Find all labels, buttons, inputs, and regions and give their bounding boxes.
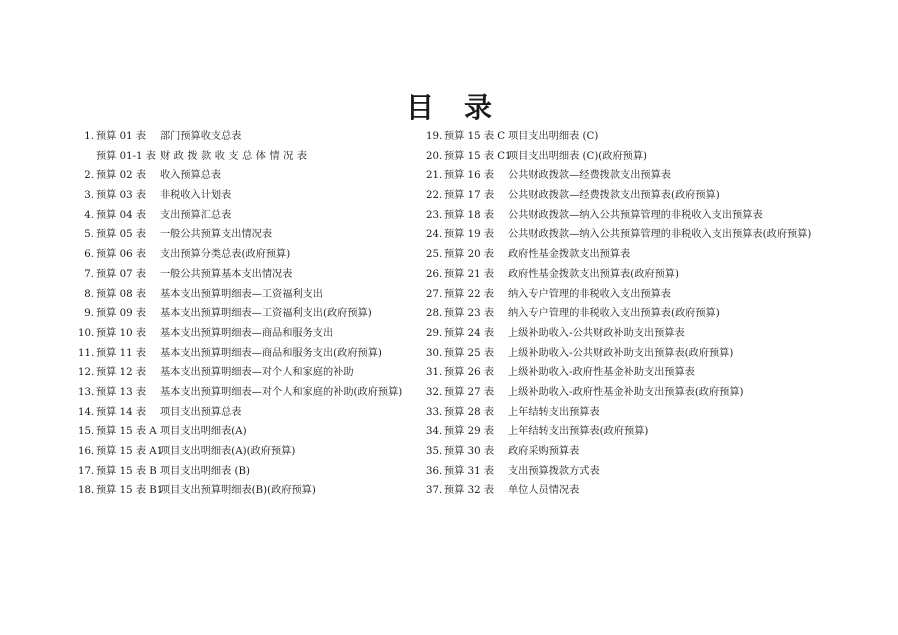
toc-entry — [78, 147, 402, 167]
toc-right-column — [426, 127, 811, 501]
toc-entry — [78, 481, 402, 501]
toc-entry — [426, 147, 811, 167]
toc-entry-number: 25. — [426, 249, 443, 261]
toc-entry-title: 部门预算收支总表 — [160, 131, 242, 142]
toc-entry — [78, 403, 402, 423]
toc-entry-title: 纳入专户管理的非税收入支出预算表 — [508, 288, 671, 300]
toc-entry-number: 4. — [84, 209, 94, 221]
toc-entry-title: 上级补助收入-公共财政补助支出预算表 — [508, 327, 685, 339]
toc-entry-number: 7. — [84, 268, 94, 280]
toc-entry — [426, 363, 811, 383]
toc-entry-title: 上级补助收入-公共财政补助支出预算表(政府预算) — [508, 347, 734, 359]
toc-entry-title: 单位人员情况表 — [508, 485, 580, 497]
toc-entry-title: 公共财政拨款—经费拨款支出预算表(政府预算) — [508, 190, 720, 202]
toc-entry-code: 预算 16 表 — [444, 170, 495, 182]
toc-entry-title: 基本支出预算明细表—商品和服务支出(政府预算) — [160, 347, 382, 359]
toc-entry-number: 37. — [426, 485, 443, 497]
toc-entry-code: 预算 01-1 表 — [96, 150, 156, 162]
toc-entry-code: 预算 17 表 — [444, 190, 495, 202]
toc-entry-number: 26. — [426, 268, 443, 280]
toc-entry-title: 项目支出明细表 (C) — [508, 131, 599, 142]
toc-entry-number: 27. — [426, 288, 443, 300]
toc-entry-number: 16. — [78, 446, 95, 457]
toc-entry-number: 14. — [78, 406, 95, 418]
toc-entry — [78, 462, 402, 482]
toc-entry-number: 35. — [426, 446, 443, 457]
toc-entry-title: 非税收入计划表 — [160, 190, 232, 202]
toc-entry-code: 预算 32 表 — [444, 485, 495, 497]
toc-entry-title: 支出预算汇总表 — [160, 209, 232, 221]
toc-entry-title: 支出预算拨款方式表 — [508, 465, 600, 477]
toc-entry-code: 预算 29 表 — [444, 426, 495, 438]
toc-entry-code: 预算 15 表 C — [444, 131, 506, 142]
toc-entry-number: 12. — [78, 367, 95, 379]
toc-entry — [426, 442, 811, 462]
toc-entry — [426, 166, 811, 186]
toc-entry-number: 13. — [78, 386, 95, 398]
toc-entry — [78, 206, 402, 226]
toc-entry-code: 预算 15 表 C1 — [444, 150, 512, 162]
toc-entry-number: 31. — [426, 367, 443, 379]
toc-entry-code: 预算 23 表 — [444, 308, 495, 320]
toc-entry-title: 基本支出预算明细表—商品和服务支出 — [160, 327, 334, 339]
toc-entry-code: 预算 15 表 A — [96, 426, 157, 438]
toc-entry-title: 上年结转支出预算表(政府预算) — [508, 426, 649, 438]
toc-entry — [426, 324, 811, 344]
toc-entry-title: 公共财政拨款—纳入公共预算管理的非税收入支出预算表 — [508, 209, 763, 221]
toc-entry — [426, 304, 811, 324]
toc-entry — [426, 265, 811, 285]
toc-entry-code: 预算 13 表 — [96, 386, 147, 398]
toc-entry-title: 基本支出预算明细表—对个人和家庭的补助(政府预算) — [160, 386, 403, 398]
toc-entry-code: 预算 10 表 — [96, 327, 147, 339]
toc-entry-code: 预算 26 表 — [444, 367, 495, 379]
toc-entry-number: 36. — [426, 465, 443, 477]
toc-entry-number: 28. — [426, 308, 443, 320]
toc-entry-title: 项目支出预算总表 — [160, 406, 242, 418]
toc-entry-title: 项目支出明细表(A) — [160, 426, 247, 438]
toc-entry-number: 33. — [426, 406, 443, 418]
toc-entry-title: 项目支出明细表(A)(政府预算) — [160, 446, 296, 457]
toc-entry-title: 收入预算总表 — [160, 170, 222, 182]
toc-entry-title: 政府采购预算表 — [508, 446, 580, 457]
toc-entry-number: 22. — [426, 190, 443, 202]
toc-entry-title: 政府性基金拨款支出预算表 — [508, 249, 631, 261]
toc-entry-number: 8. — [84, 288, 94, 300]
toc-entry-code: 预算 06 表 — [96, 249, 147, 261]
toc-entry-title: 公共财政拨款—经费拨款支出预算表 — [508, 170, 671, 182]
toc-entry — [78, 127, 402, 147]
toc-entry-number: 23. — [426, 209, 443, 221]
toc-entry — [426, 285, 811, 305]
toc-entry-title: 政府性基金拨款支出预算表(政府预算) — [508, 268, 679, 280]
toc-entry-title: 支出预算分类总表(政府预算) — [160, 249, 291, 261]
toc-entry-code: 预算 30 表 — [444, 446, 495, 457]
toc-entry-number: 6. — [84, 249, 94, 261]
toc-entry — [78, 304, 402, 324]
toc-entry — [78, 245, 402, 265]
toc-entry-number: 18. — [78, 485, 95, 497]
toc-entry-code: 预算 22 表 — [444, 288, 495, 300]
toc-entry-code: 预算 28 表 — [444, 406, 495, 418]
toc-entry-title: 公共财政拨款—纳入公共预算管理的非税收入支出预算表(政府预算) — [508, 229, 812, 241]
toc-entry-number: 34. — [426, 426, 443, 438]
toc-entry-code: 预算 27 表 — [444, 386, 495, 398]
toc-entry — [78, 285, 402, 305]
toc-entry — [426, 383, 811, 403]
toc-entry-title: 基本支出预算明细表—工资福利支出(政府预算) — [160, 308, 372, 320]
toc-entry — [426, 206, 811, 226]
toc-entry-code: 预算 02 表 — [96, 170, 147, 182]
toc-entry-code: 预算 18 表 — [444, 209, 495, 221]
toc-entry-code: 预算 09 表 — [96, 308, 147, 320]
toc-entry-number: 2. — [84, 170, 94, 182]
toc-entry — [426, 462, 811, 482]
toc-entry-code: 预算 05 表 — [96, 229, 147, 241]
toc-entry-code: 预算 15 表 B — [96, 465, 157, 477]
toc-entry-number: 21. — [426, 170, 443, 182]
toc-entry — [426, 403, 811, 423]
toc-entry-code: 预算 12 表 — [96, 367, 147, 379]
toc-entry — [78, 344, 402, 364]
toc-entry-number: 10. — [78, 327, 95, 339]
page-title: 目录 — [405, 91, 522, 124]
toc-entry — [78, 265, 402, 285]
toc-entry-code: 预算 07 表 — [96, 268, 147, 280]
toc-entry-title: 基本支出预算明细表—工资福利支出 — [160, 288, 323, 300]
toc-entry — [78, 225, 402, 245]
toc-entry — [426, 127, 811, 147]
toc-entry — [426, 245, 811, 265]
toc-entry-number: 9. — [84, 308, 94, 320]
toc-entry-code: 预算 21 表 — [444, 268, 495, 280]
toc-entry-code: 预算 24 表 — [444, 327, 495, 339]
toc-entry — [78, 383, 402, 403]
toc-entry-number: 11. — [78, 347, 95, 359]
toc-entry-title: 上级补助收入-政府性基金补助支出预算表(政府预算) — [508, 386, 744, 398]
toc-entry — [78, 442, 402, 462]
toc-entry-code: 预算 11 表 — [96, 347, 147, 359]
toc-entry-title: 上年结转支出预算表 — [508, 406, 600, 418]
toc-entry-number: 20. — [426, 150, 443, 162]
toc-entry-number: 24. — [426, 229, 443, 241]
toc-entry-number: 1. — [84, 131, 94, 142]
toc-entry-title: 上级补助收入-政府性基金补助支出预算表 — [508, 367, 695, 379]
toc-entry-code: 预算 03 表 — [96, 190, 147, 202]
toc-entry — [78, 363, 402, 383]
toc-entry-number: 19. — [426, 131, 443, 142]
toc-entry-number: 3. — [84, 190, 94, 202]
toc-entry-title: 一般公共预算支出情况表 — [160, 229, 273, 241]
toc-entry — [426, 225, 811, 245]
toc-entry — [78, 324, 402, 344]
toc-entry-code: 预算 04 表 — [96, 209, 147, 221]
toc-entry-title: 项目支出预算明细表(B)(政府预算) — [160, 485, 316, 497]
toc-entry-code: 预算 31 表 — [444, 465, 495, 477]
toc-entry-title: 项目支出明细表 (C)(政府预算) — [508, 150, 647, 162]
toc-entry-number: 29. — [426, 327, 443, 339]
toc-entry-title: 纳入专户管理的非税收入支出预算表(政府预算) — [508, 308, 720, 320]
toc-entry-number: 30. — [426, 347, 443, 359]
toc-entry-code: 预算 19 表 — [444, 229, 495, 241]
toc-entry-code: 预算 15 表 A1 — [96, 446, 164, 457]
toc-entry — [426, 344, 811, 364]
toc-entry-code: 预算 14 表 — [96, 406, 147, 418]
toc-entry-number: 17. — [78, 465, 95, 477]
toc-entry-title: 一般公共预算基本支出情况表 — [160, 268, 293, 280]
toc-entry — [426, 186, 811, 206]
toc-entry-title: 财政拨款收支总体情况表 — [160, 150, 311, 162]
toc-entry — [426, 422, 811, 442]
toc-entry-code: 预算 15 表 B1 — [96, 485, 164, 497]
toc-left-column — [78, 127, 402, 501]
toc-entry-code: 预算 20 表 — [444, 249, 495, 261]
toc-entry-number: 5. — [84, 229, 94, 241]
toc-entry — [78, 166, 402, 186]
toc-entry — [78, 186, 402, 206]
toc-entry-title: 项目支出明细表 (B) — [160, 465, 250, 477]
toc-entry — [426, 481, 811, 501]
toc-entry-number: 32. — [426, 386, 443, 398]
toc-entry-number: 15. — [78, 426, 95, 438]
toc-entry-title: 基本支出预算明细表—对个人和家庭的补助 — [160, 367, 354, 379]
toc-entry-code: 预算 25 表 — [444, 347, 495, 359]
toc-entry-code: 预算 08 表 — [96, 288, 147, 300]
toc-entry — [78, 422, 402, 442]
toc-entry-code: 预算 01 表 — [96, 131, 147, 142]
